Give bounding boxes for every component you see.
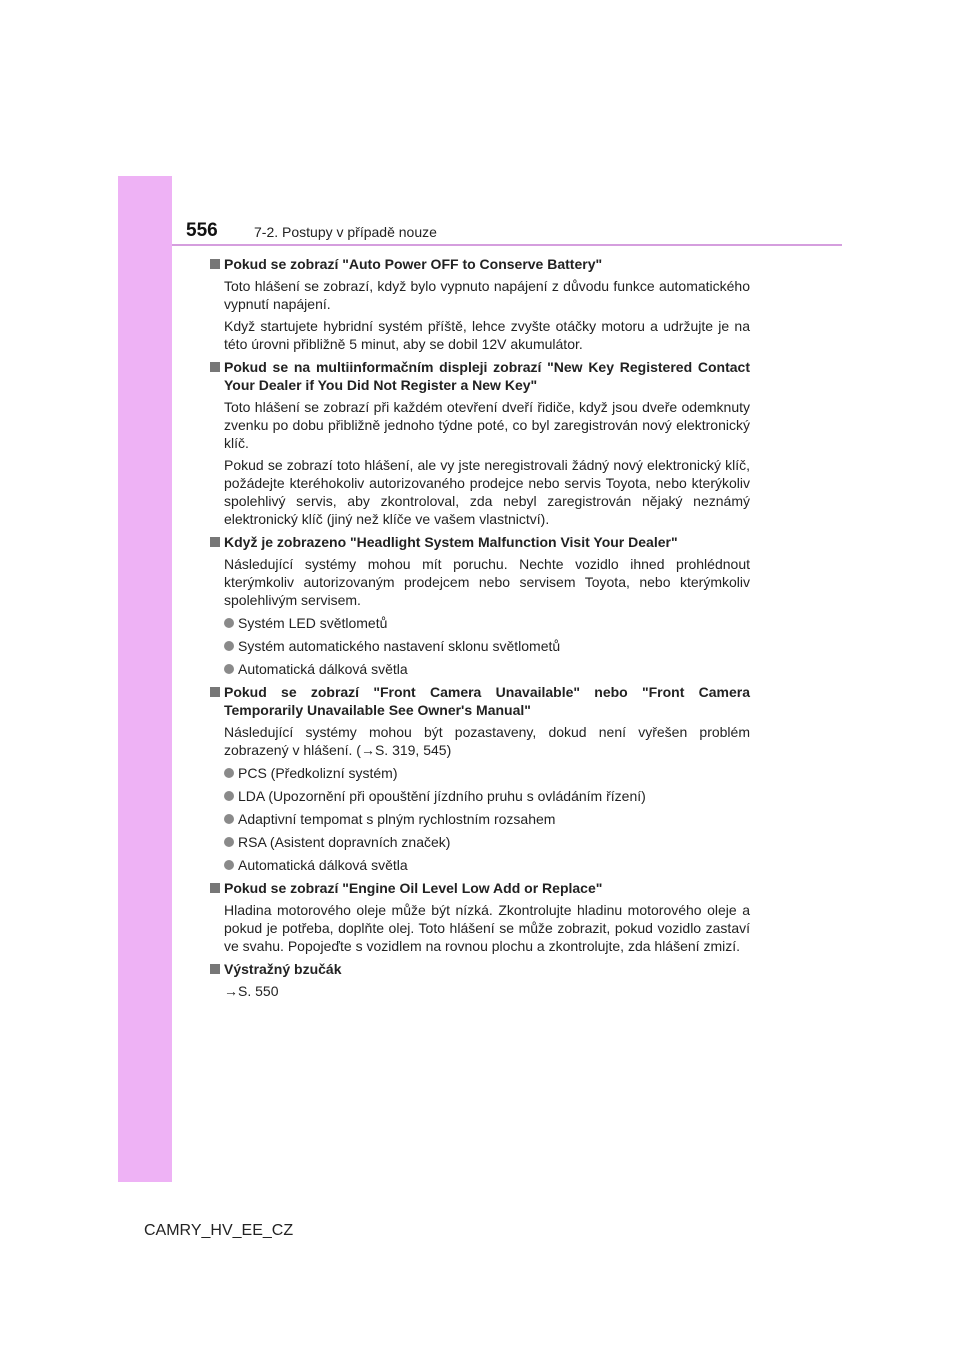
page-content <box>210 255 750 1005</box>
circle-bullet-icon <box>224 664 234 674</box>
square-bullet-icon <box>210 537 220 547</box>
paragraph: Toto hlášení se zobrazí, když bylo vypnuto napájení z důvodu funkce automatického vypnutí napájení. <box>224 278 750 312</box>
circle-bullet-icon <box>224 641 234 651</box>
paragraph: Následující systémy mohou být pozastaveny, dokud není vyřešen problém zobrazený v hlášení. (→S. 319, 545) <box>224 724 750 758</box>
section-auto-power-off <box>210 255 750 353</box>
document-code: CAMRY_HV_EE_CZ <box>144 1222 294 1239</box>
list-item: RSA (Asistent dopravních značek) <box>224 833 750 851</box>
paragraph: Následující systémy mohou mít poruchu. Nechte vozidlo ihned prohlédnout kterýmkoliv autorizovaným prodejcem nebo servisem Toyota, nebo kterýmkoliv spolehlivým servisem. <box>224 556 750 608</box>
circle-bullet-icon <box>224 768 234 778</box>
square-bullet-icon <box>210 687 220 697</box>
list-item: Automatická dálková světla <box>224 660 750 678</box>
square-bullet-icon <box>210 883 220 893</box>
page-header <box>172 216 842 246</box>
section-heading: Pokud se zobrazí "Front Camera Unavailable" nebo "Front Camera Temporarily Unavailable See Owner's Manual" <box>224 684 750 718</box>
section-new-key-registered <box>210 358 750 528</box>
square-bullet-icon <box>210 259 220 269</box>
section-heading: Pokud se zobrazí "Auto Power OFF to Conserve Battery" <box>224 256 603 272</box>
page-number: 556 <box>186 220 218 241</box>
list-item: Automatická dálková světla <box>224 856 750 874</box>
paragraph: Pokud se zobrazí toto hlášení, ale vy jste neregistrovali žádný nový elektronický klíč, požádejte kteréhokoliv autorizovaného prodejce nebo servis Toyota, nebo kterýkoliv spolehlivý servis, aby zkontroloval, zda nebyl zaregistrován nějaký neznámý elektronický klíč (jiný než klíče ve vašem vlastnictví). <box>224 457 750 527</box>
list-item: Adaptivní tempomat s plným rychlostním rozsahem <box>224 810 750 828</box>
section-headlight-malfunction <box>210 533 750 678</box>
section-front-camera <box>210 683 750 874</box>
list-item: PCS (Předkolizní systém) <box>224 764 750 782</box>
paragraph: Toto hlášení se zobrazí při každém otevření dveří řidiče, když jsou dveře odemknuty zvenku po dobu přibližně jednoho týdne poté, co byl zaregistrován nový elektronický klíč. <box>224 399 750 451</box>
section-engine-oil <box>210 879 750 955</box>
page-reference: →S. 550 <box>224 983 279 999</box>
circle-bullet-icon <box>224 791 234 801</box>
circle-bullet-icon <box>224 837 234 847</box>
section-heading: Když je zobrazeno "Headlight System Malfunction Visit Your Dealer" <box>224 534 678 550</box>
square-bullet-icon <box>210 362 220 372</box>
circle-bullet-icon <box>224 860 234 870</box>
list-item: Systém LED světlometů <box>224 614 750 632</box>
paragraph: Hladina motorového oleje může být nízká. Zkontrolujte hladinu motorového oleje a pokud je potřeba, doplňte olej. Toto hlášení se může zobrazit, pokud vozidlo zastaví ve svahu. Popojeďte s vozidlem na rovnou plochu a zkontrolujte, zda hlášení zmizí. <box>224 902 750 954</box>
section-heading: Pokud se zobrazí "Engine Oil Level Low Add or Replace" <box>224 880 603 896</box>
section-warning-buzzer <box>210 960 750 1000</box>
header-rule <box>172 244 842 246</box>
list-item: LDA (Upozornění při opouštění jízdního pruhu s ovládáním řízení) <box>224 787 750 805</box>
square-bullet-icon <box>210 964 220 974</box>
paragraph: Když startujete hybridní systém příště, lehce zvyšte otáčky motoru a udržujte je na této úrovni přibližně 5 minut, aby se dobil 12V akumulátor. <box>224 318 750 352</box>
section-title: 7-2. Postupy v případě nouze <box>254 224 437 240</box>
side-color-band <box>118 176 172 1182</box>
list-item: Systém automatického nastavení sklonu světlometů <box>224 637 750 655</box>
circle-bullet-icon <box>224 618 234 628</box>
section-heading: Výstražný bzučák <box>224 961 342 977</box>
bullet-list <box>210 614 750 678</box>
section-heading: Pokud se na multiinformačním displeji zobrazí "New Key Registered Contact Your Dealer if You Did Not Register a New Key" <box>224 359 750 393</box>
circle-bullet-icon <box>224 814 234 824</box>
bullet-list <box>210 764 750 874</box>
